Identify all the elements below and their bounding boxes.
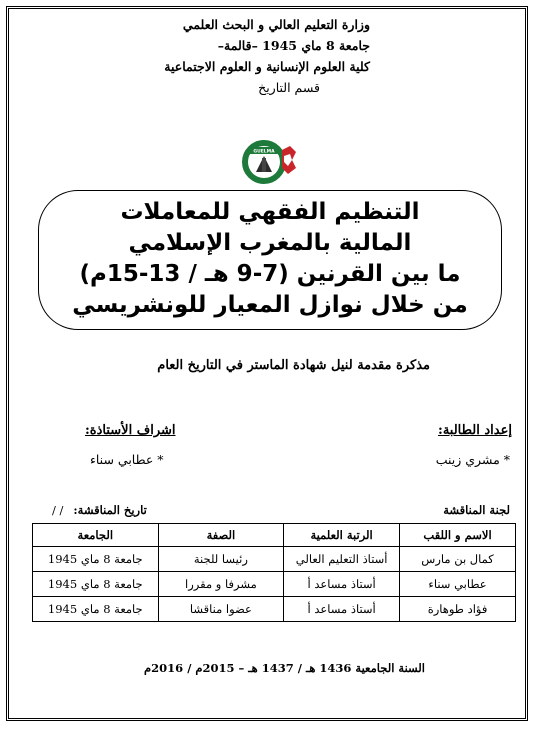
title-line-4: من خلال نوازل المعيار للونشريسي [72, 292, 468, 318]
defense-date-label: تاريخ المناقشة: [73, 503, 147, 517]
cell-rank: أستاذ مساعد أ [284, 597, 400, 622]
academic-year: السنة الجامعية 1436 هـ / 1437 هـ – 2015م / 2016م [144, 661, 425, 675]
committee-table [32, 523, 516, 622]
supervisor-label: اشراف الأستاذة: [85, 423, 176, 438]
header-name: الاسم و اللقب [400, 524, 516, 547]
logo-banner-text: GUELMA [253, 149, 275, 155]
header-role: الصفة [158, 524, 284, 547]
department-line: قسم التاريخ [258, 80, 320, 95]
title-line-3: ما بين القرنين (7-9 هـ / 13-15م) [79, 261, 461, 287]
student-name: * مشري زينب [435, 452, 510, 467]
university-line: جامعة 8 ماي 1945 –قالمة– [217, 38, 370, 53]
cell-university: جامعة 8 ماي 1945 [33, 547, 159, 572]
title-line-1: التنظيم الفقهي للمعاملات [120, 199, 420, 225]
cell-role: عضوا مناقشا [158, 597, 284, 622]
cell-name: عطابي سناء [400, 572, 516, 597]
title-line-2: المالية بالمغرب الإسلامي [128, 230, 412, 256]
table-row [33, 597, 516, 622]
cell-role: مشرفا و مقررا [158, 572, 284, 597]
cell-role: رئيسا للجنة [158, 547, 284, 572]
table-header-row [33, 524, 516, 547]
faculty-line: كلية العلوم الإنسانية و العلوم الاجتماعية [164, 59, 370, 74]
table-row [33, 547, 516, 572]
ministry-line: وزارة التعليم العالي و البحث العلمي [182, 17, 370, 32]
defense-date [52, 503, 147, 517]
supervisor-name: * عطابي سناء [90, 452, 164, 467]
cell-university: جامعة 8 ماي 1945 [33, 597, 159, 622]
university-logo-icon [238, 138, 302, 190]
committee-label: لجنة المناقشة [443, 503, 510, 517]
cell-name: كمال بن مارس [400, 547, 516, 572]
institution-header [30, 14, 370, 98]
cell-university: جامعة 8 ماي 1945 [33, 572, 159, 597]
thesis-title-box [38, 190, 502, 330]
defense-date-value: / / [52, 503, 64, 517]
table-row [33, 572, 516, 597]
header-rank: الرتبة العلمية [284, 524, 400, 547]
university-logo [238, 138, 302, 190]
cell-rank: أستاذ مساعد أ [284, 572, 400, 597]
cell-name: فؤاد طوهارة [400, 597, 516, 622]
cell-rank: أستاذ التعليم العالي [284, 547, 400, 572]
header-university: الجامعة [33, 524, 159, 547]
prepared-by-label: إعداد الطالبة: [438, 423, 512, 438]
thesis-subtitle: مذكرة مقدمة لنيل شهادة الماستر في التاريخ العام [157, 358, 430, 373]
